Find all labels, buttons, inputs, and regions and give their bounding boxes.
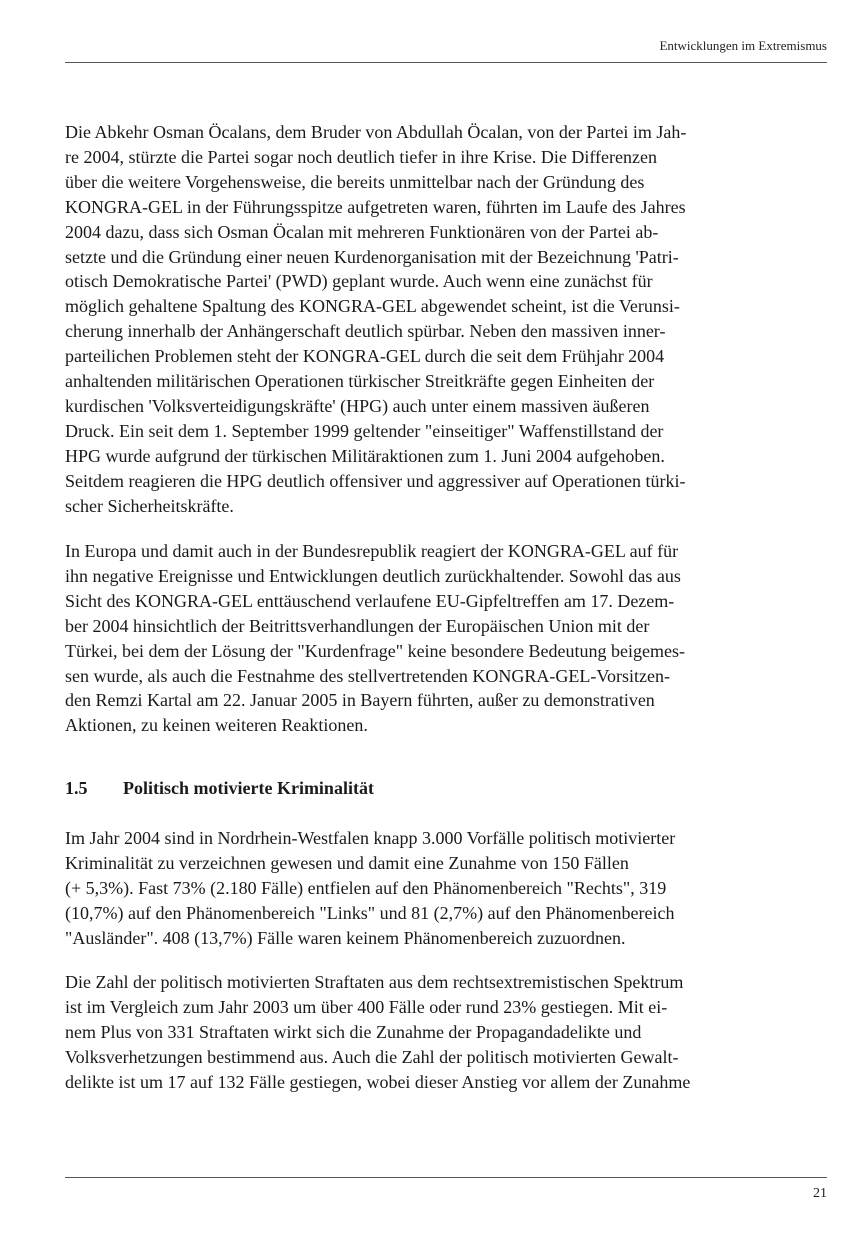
page-number: 21 — [813, 1186, 827, 1201]
text-line: Seitdem reagieren die HPG deutlich offensiver und aggressiver auf Operationen türki- — [65, 470, 686, 491]
running-header: Entwicklungen im Extremismus — [659, 38, 827, 53]
text-line: parteilichen Problemen steht der KONGRA-GEL durch die seit dem Frühjahr 2004 — [65, 346, 665, 367]
text-line: kurdischen 'Volksverteidigungskräfte' (HPG) auch unter einem massiven äußeren — [65, 395, 650, 416]
text-line: Türkei, bei dem der Lösung der "Kurdenfrage" keine besondere Bedeutung beigemes- — [65, 640, 685, 661]
text-line: re 2004, stürzte die Partei sogar noch deutlich tiefer in ihre Krise. Die Differenzen — [65, 146, 657, 167]
footer-divider — [65, 1177, 827, 1178]
section-heading — [65, 776, 374, 800]
text-line: (+ 5,3%). Fast 73% (2.180 Fälle) entfielen auf den Phänomenbereich "Rechts", 319 — [65, 877, 667, 898]
text-line: Im Jahr 2004 sind in Nordrhein-Westfalen knapp 3.000 Vorfälle politisch motivierter — [65, 828, 676, 848]
text-line: HPG wurde aufgrund der türkischen Militäraktionen zum 1. Juni 2004 aufgehoben. — [65, 445, 665, 466]
text-line: Kriminalität zu verzeichnen gewesen und damit eine Zunahme von 150 Fällen — [65, 852, 629, 873]
text-line: nem Plus von 331 Straftaten wirkt sich die Zunahme der Propagandadelikte und — [65, 1021, 642, 1042]
text-line: ist im Vergleich zum Jahr 2003 um über 400 Fälle oder rund 23% gestiegen. Mit ei- — [65, 996, 668, 1017]
paragraph-1 — [65, 120, 780, 519]
paragraph-3 — [65, 826, 780, 951]
text-line: ber 2004 hinsichtlich der Beitrittsverhandlungen der Europäischen Union mit der — [65, 615, 650, 636]
text-line: Druck. Ein seit dem 1. September 1999 geltender "einseitiger" Waffenstillstand der — [65, 420, 664, 441]
text-line: cherung innerhalb der Anhängerschaft deutlich spürbar. Neben den massiven inner- — [65, 321, 666, 342]
text-line: möglich gehaltene Spaltung des KONGRA-GEL abgewendet scheint, ist die Verunsi- — [65, 296, 680, 317]
text-line: ihn negative Ereignisse und Entwicklungen deutlich zurückhaltender. Sowohl das aus — [65, 565, 681, 586]
text-line: sen wurde, als auch die Festnahme des stellvertretenden KONGRA-GEL-Vorsitzen- — [65, 665, 670, 686]
text-line: setzte und die Gründung einer neuen Kurdenorganisation mit der Bezeichnung 'Patri- — [65, 246, 679, 267]
text-line: Die Abkehr Osman Öcalans, dem Bruder von Abdullah Öcalan, von der Partei im Jah- — [65, 122, 687, 142]
text-line: anhaltenden militärischen Operationen türkischer Streitkräfte gegen Einheiten der — [65, 371, 655, 392]
text-line: Aktionen, zu keinen weiteren Reaktionen. — [65, 715, 368, 736]
text-line: 2004 dazu, dass sich Osman Öcalan mit mehreren Funktionären von der Partei ab- — [65, 221, 659, 242]
section-number: 1.5 — [65, 778, 88, 798]
text-line: "Ausländer". 408 (13,7%) Fälle waren keinem Phänomenbereich zuzuordnen. — [65, 927, 626, 948]
paragraph-2 — [65, 539, 780, 738]
text-line: otisch Demokratische Partei' (PWD) geplant wurde. Auch wenn eine zunächst für — [65, 271, 653, 292]
text-line: Volksverhetzungen bestimmend aus. Auch die Zahl der politisch motivierten Gewalt- — [65, 1046, 679, 1067]
text-line: delikte ist um 17 auf 132 Fälle gestiegen, wobei dieser Anstieg vor allem der Zunahme — [65, 1071, 691, 1092]
text-line: den Remzi Kartal am 22. Januar 2005 in Bayern führten, außer zu demonstrativen — [65, 690, 655, 711]
section-title: Politisch motivierte Kriminalität — [123, 778, 374, 798]
text-line: Sicht des KONGRA-GEL enttäuschend verlaufene EU-Gipfeltreffen am 17. Dezem- — [65, 590, 675, 611]
text-line: scher Sicherheitskräfte. — [65, 495, 234, 516]
text-line: In Europa und damit auch in der Bundesrepublik reagiert der KONGRA-GEL auf für — [65, 541, 679, 561]
text-line: Die Zahl der politisch motivierten Straftaten aus dem rechtsextremistischen Spektrum — [65, 972, 684, 992]
paragraph-4 — [65, 970, 780, 1095]
text-line: (10,7%) auf den Phänomenbereich "Links" und 81 (2,7%) auf den Phänomenbereich — [65, 902, 675, 923]
text-line: KONGRA-GEL in der Führungsspitze aufgetreten waren, führten im Laufe des Jahres — [65, 196, 686, 217]
text-line: über die weitere Vorgehensweise, die bereits unmittelbar nach der Gründung des — [65, 171, 645, 192]
header-divider — [65, 62, 827, 63]
